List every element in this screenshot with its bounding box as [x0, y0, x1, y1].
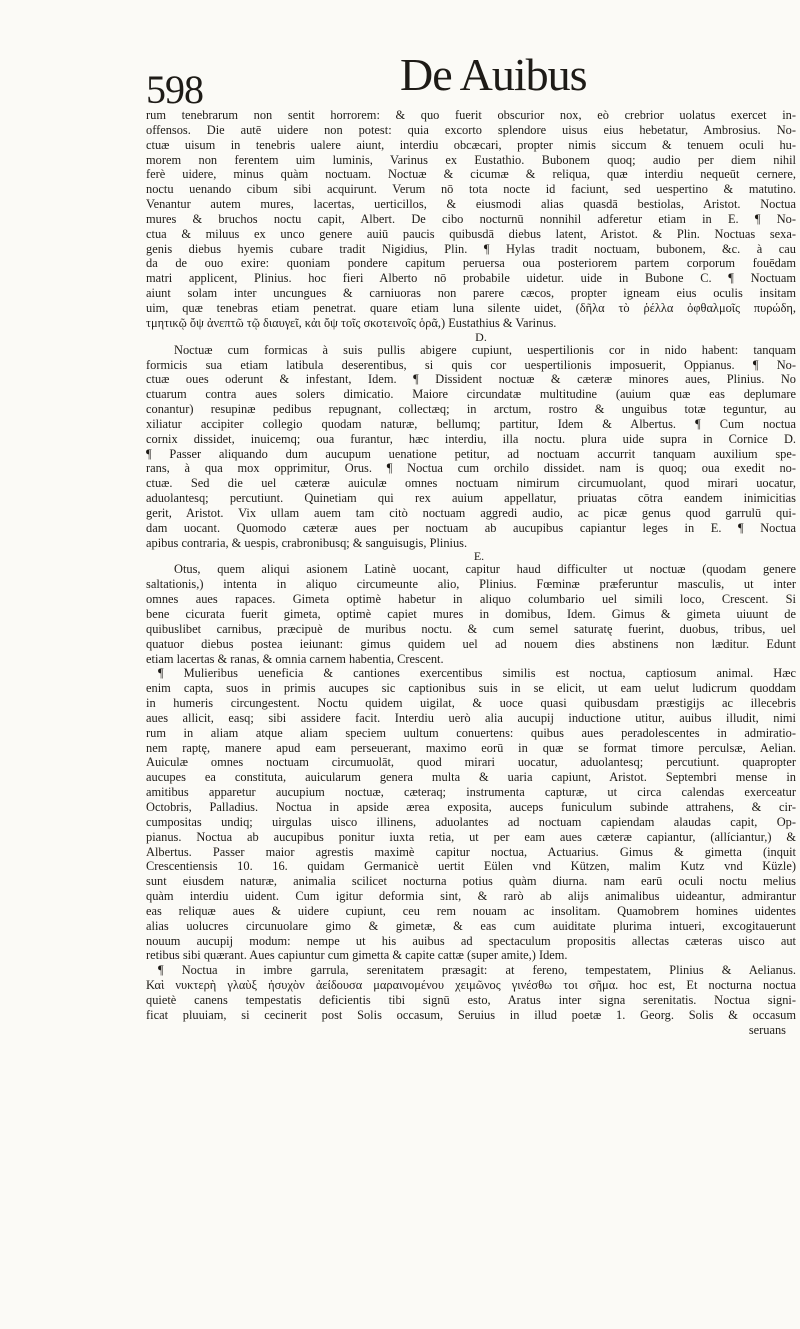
text-line: retibus sibi quærant. Aues capiuntur cum gimetta & capite cattæ (super amite,) Idem.	[146, 948, 568, 963]
text-line: pianus. Noctua ab aucupibus ponitur iuxta retia, ut per eam aues cæteræ capiantur, (allíciantur,) &	[146, 829, 796, 844]
text-line: aucupes ea constituta, auicularum genera multa & uaria capiunt, Aristot. Septembri mense in	[146, 770, 796, 785]
text-line: ficat pluuiam, si cecinerit post Solis occasum, Seruius in illud poetæ 1. Georg. Solis & occasum	[146, 1007, 796, 1022]
text-line: nouum aucupij modum: nempe ut his auibus ad spectaculum propositis allectas cæteras uisco aut	[146, 933, 796, 948]
text-line: Noctuæ cum formicas à suis pullis abigere cupiunt, uespertilionis cor in nido habent: tanquam	[174, 342, 796, 357]
text-column	[146, 108, 796, 1037]
text-line: ¶ Noctua in imbre garrula, serenitatem præsagit: at fereno, tempestatem, Plinius & Aelianus.	[158, 963, 796, 978]
text-line: Καὶ νυκτερὴ γλαὺξ ἡσυχὸν ἀείδουσα μαραινομένου χειμῶνος γινέσθω τοι σῆμα. hoc est, Et nocturna noctua	[146, 978, 796, 993]
text-line: formicis sua etiam latibula deserentibus, si quis cor uespertilionis imposuerit, Oppianus. ¶ No-	[146, 357, 796, 372]
text-line: in humeris circungestent. Noctu quidem uigilat, & uoce quasi quibusdam præstigijs ac illecebris	[146, 696, 796, 711]
text-line: apibus contraria, & uespis, crabronibusq; & sanguisugis, Plinius.	[146, 535, 468, 550]
text-line: dam uocant. Quomodo cæteræ aues per noctuam ab aucupibus capiantur leges in E. ¶ Noctua	[146, 520, 796, 535]
text-line: ctuæ oues oderunt & infestant, Idem. ¶ Dissident noctuæ & cæteræ minores aues, Plinius. No	[146, 372, 796, 387]
paragraph-weather	[146, 963, 796, 1037]
text-line: xiliatur accipiter collegio quodam naturæ, bellumq; partitur, Idem & Albertus. ¶ Cum noctua	[146, 416, 796, 431]
text-line: Venantur autem mures, lacertas, uerticillos, & eiusmodi alias quasdā bestiolas, Aristot. Noctua	[146, 197, 796, 212]
paragraph-c-continued	[146, 108, 796, 331]
text-line: sunt eiusdem naturæ, animalia scilicet nocturna potius quàm diurna. nam earū oculi noctu melius	[146, 874, 796, 889]
text-line: enim capta, suos in primis aucupes sic captionibus suis in se elicit, ut eam uelut ludicrum quoddam	[146, 681, 796, 696]
running-head: De Auibus	[400, 49, 587, 100]
text-line: Otus, quem aliqui asionem Latinè uocant, capitur haud difficulter ut noctuæ (quodam genere	[174, 562, 796, 577]
page-number: 598	[146, 67, 203, 112]
text-line: ctuæ uisum in tenebris ualere aiunt, interdiu obcæcari, propter nimis siccum & tenuem oculi hu-	[146, 137, 796, 152]
text-line: ¶ Mulieribus ueneficia & cantiones exercentibus similis est noctua, captiosum animal. Hæc	[158, 666, 796, 681]
text-line: ferè uidere, minus quàm noctuam. Noctuæ & cicumæ & reliqua, quæ interdiu nequeūt cernere,	[146, 167, 796, 182]
text-line: rum tenebrarum non sentit horrorem: & quo fuerit obscurior nox, eò crebrior uolatus exercet in-	[146, 108, 796, 122]
text-line: saltationis,) intenta in aliquo circumeunte alio, Plinius. Fœminæ præferuntur masculis, ut inter	[146, 577, 796, 592]
text-line: offensos. Die autē uidere non potest: quia excorto splendore uisus eius hebetatur, Ambrosius. No-	[146, 122, 796, 137]
text-line: gerit, Aristot. Vix ullam auem tam citò noctuam aggredi audio, ac picæ genus quod garrulū qui-	[146, 505, 796, 520]
paragraph-capture	[146, 666, 796, 963]
section-mark-d: D.	[475, 329, 487, 344]
text-line: cumpositas undiq; uirgulas uisco illinens, aduolantes ad noctuam capiendam alaudas capit, Op-	[146, 814, 796, 829]
text-line: aues allicit, easq; sibi assidere facit. Interdiu uerò alia aucupij inductione utitur, auibus illudit, nimi	[146, 710, 796, 725]
text-line: rum in aliam atque aliam speciem uultum conuertens: quibus aues peradolescentes in admiratio-	[146, 725, 796, 740]
text-line: noctu uenando cibum sibi acquirunt. Verum nō tota nocte id faciunt, sed uespertino & matutino.	[146, 182, 796, 197]
text-line: quietè canens tempestatis deficientis tibi signū esto, Aratus inter signa serenitatis. Noctua signi-	[146, 992, 796, 1007]
text-line: nem raptę, manere apud eam perseuerant, maximo eorū in quæ se format timore perculsæ, Aelian.	[146, 740, 796, 755]
text-line: τμητικῷ ὄψ ἀνεπτῶ τῷ διαυγεῖ, κἀι ὄψ τοῖς σκοτεινοῖς ὁρᾶ,) Eustathius & Varinus.	[146, 315, 557, 330]
text-line: ¶ Passer aliquando dum aucupum uenatione petitur, ad noctuam accurrit tanquam auxilium spe-	[146, 446, 796, 461]
text-line: eas reliquæ aues & uidere cupiunt, ceu rem nouam ac insolitam. Quamobrem homines uidentes	[146, 903, 796, 918]
text-line: Auiculæ omnes noctuam circumuolāt, quod mirari uocatur, aduolantesq; percutiunt. quapropter	[146, 755, 796, 770]
text-line: rans, à qua mox opprimitur, Orus. ¶ Noctua cum orchilo dissidet. nam is quoq; oua exedit no-	[146, 461, 796, 476]
text-line: quatuor diebus postea ieiunant: gimus quidem uel ad nouem dies abstinens non læditur. Edunt	[146, 636, 796, 651]
text-line: ctua & miluus ex unco genere auiū paucis quibusdā diebus latent, Aristot. & Plin. Noctuas sexa-	[146, 226, 796, 241]
text-line: quibuslibet carnibus, præcipuè de muribus noctu. & cum semel saturatę fuerint, duobus, tribus, uel	[146, 621, 796, 636]
text-line: uim, quæ tenebras etiam penetrat. quare etiam luna silente uidet, (δῆλα τὸ ῥέλλα ὀφθαλμοῖς πυρώδη,	[146, 300, 796, 315]
text-line: Albertus. Passer maior agrestis maximè capitur noctua, Actuarius. Gimus & gimetta (inquit	[146, 844, 796, 859]
text-line: bene cicurata fuerit gimeta, optimè capiet mures in domibus, Idem. Gimus & gimeta uiuunt de	[146, 607, 796, 621]
text-line: ctuæ. Sed die uel cæteræ auiculæ omnes noctuam nimirum circumuolant, quod mirari uocatur,	[146, 476, 796, 491]
paragraph-d	[146, 343, 796, 551]
text-line: conantur) resupinæ pedibus repugnant, collectæq; in arctum, rostro & unguibus totæ teguntur, au	[146, 402, 796, 417]
paragraph-e	[146, 562, 796, 666]
text-line: genis diebus hyemis cubare tradit Nigidius, Plin. ¶ Hylas tradit noctuam, bubonem, &c. à cau	[146, 241, 796, 256]
text-line: ctuarum contra aues solers dimicatio. Maiore circundatæ multitudine (auium quæ eas deplumare	[146, 387, 796, 402]
text-line: amitibus apparetur aucupium noctuæ, cæteraq; instrumenta capturæ, ut circa calendas exerceatur	[146, 785, 796, 800]
section-mark-e: E.	[473, 549, 485, 564]
text-line: etiam lacertas & ranas, & omnia carnem habentia, Crescent.	[146, 651, 444, 666]
text-line: da de ouo exire: quoniam pondere capitum peruersa oua posteriorem partem corporum fouēdam	[146, 256, 796, 271]
text-line: alias uolucres circunuolare gimo & gimetæ, & eas cum auiditate plurima intueri, excogitauerunt	[146, 918, 796, 933]
text-line: Crescentiensis 10. 16. quidam Germanicè uertit Eülen vnd Kützen, malim Kutz vnd Küzle)	[146, 859, 796, 874]
text-line: aduolantesq; percutiunt. Quinetiam qui rex auium appellatur, priuatas cōtra eandem inimicitias	[146, 491, 796, 506]
catchword: seruans	[748, 1022, 786, 1037]
text-line: aiunt solam inter uncungues & carniuoras non parere cæcos, propter igneam eius oculis insitam	[146, 286, 796, 301]
text-line: matri applicent, Plinius. hoc fieri Alberto nō probabile uidetur. uide in Bubone C. ¶ Noctuam	[146, 271, 796, 286]
text-line: Octobris, Palladius. Noctua in apside ærea exposita, auceps funiculum subinde attrahens, & cir-	[146, 799, 796, 814]
text-line: mures & bruchos noctu capit, Albert. De cibo nocturnū nonnihil adferetur etiam in E. ¶ No-	[146, 211, 796, 226]
text-line: quàm interdiu uident. Cum igitur deformia sint, & rarò ab alijs animalibus uideantur, admirantur	[146, 889, 796, 904]
text-line: cornix dissidet, inuicemq; oua furantur, hæc interdiu, illa noctu. plura uide supra in Cornice D.	[146, 431, 796, 446]
text-line: omnes aues rapaces. Gimeta optimè habetur in aliquo columbario uel simili loco, Crescent. Si	[146, 592, 796, 607]
text-line: morem non ferentem uim luminis, Varinus ex Eustathio. Bubonem quoq; audio per diem nihil	[146, 152, 796, 167]
